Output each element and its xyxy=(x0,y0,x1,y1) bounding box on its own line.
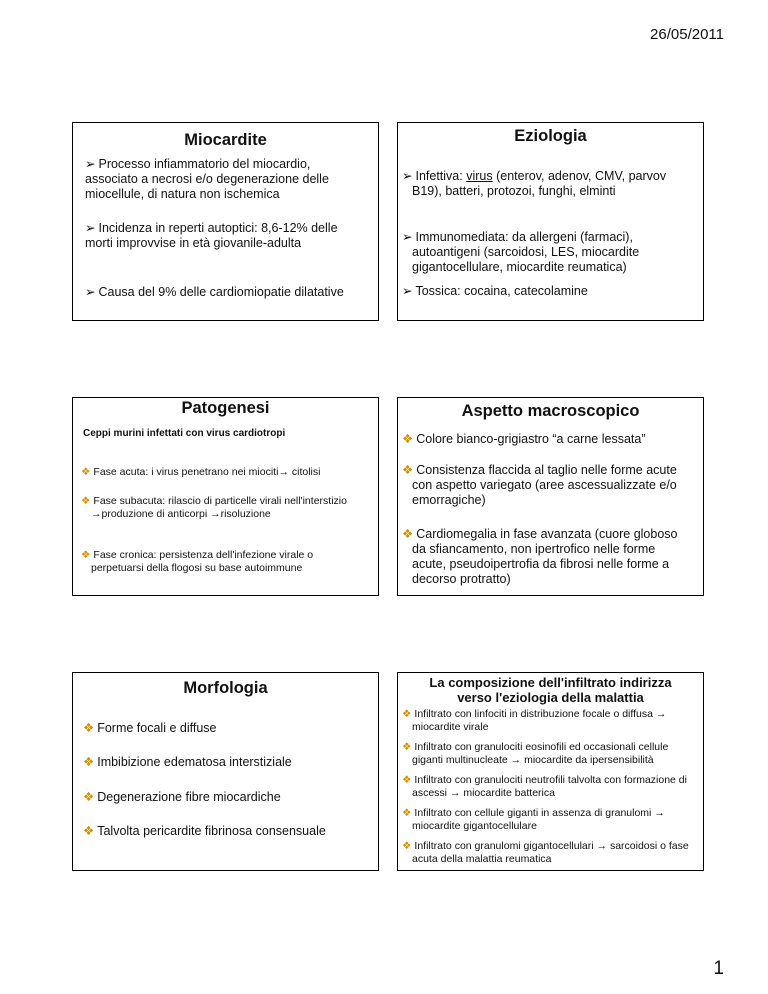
bullet-item: ❖ Infiltrato con cellule giganti in assenza di granulomi → miocardite gigantocellulare xyxy=(402,807,665,832)
diamond-bullet-icon: ❖ xyxy=(402,432,414,446)
slide-miocardite xyxy=(72,122,379,321)
bullet-item: ❖ Fase cronica: persistenza dell'infezione virale o perpetuarsi della flogosi su base autoimmune xyxy=(81,549,314,574)
diamond-bullet-icon: ❖ xyxy=(81,549,91,561)
diamond-bullet-icon: ❖ xyxy=(402,527,414,541)
slide-title: Eziologia xyxy=(514,127,587,145)
bullet-item: ➢ Incidenza in reperti autoptici: 8,6-12% delle morti improvvise in età giovanile-adulta xyxy=(85,221,338,250)
slide-title: La composizione dell'infiltrato indirizza verso l'eziologia della malattia xyxy=(429,675,672,705)
diamond-bullet-icon: ❖ xyxy=(402,463,414,477)
slide-title: Patogenesi xyxy=(181,399,270,417)
slide-infiltrato xyxy=(397,672,704,871)
bullet-item: ❖ Infiltrato con granulomi gigantocellulari → sarcoidosi o fase acuta della malattia reumatica xyxy=(402,840,689,865)
slide-aspetto-macroscopico xyxy=(397,397,704,596)
bullet-item: ➢ Immunomediata: da allergeni (farmaci), autoantigeni (sarcoidosi, LES, miocardite gigantocellulare, miocardite reumatica) xyxy=(402,230,640,274)
bullet-item: ❖ Talvolta pericardite fibrinosa consensuale xyxy=(83,824,326,838)
arrow-bullet-icon: ➢ xyxy=(85,285,96,299)
right-arrow-icon: → xyxy=(449,786,461,799)
bullet-item: ➢ Processo infiammatorio del miocardio, associato a necrosi e/o degenerazione delle miocellule, di natura non ischemica xyxy=(85,157,329,201)
bullet-item: ❖ Infiltrato con granulociti eosinofili ed occasionali cellule giganti multinucleate → miocardite da ipersensibilità xyxy=(402,741,669,766)
diamond-bullet-icon: ❖ xyxy=(402,741,412,753)
diamond-bullet-icon: ❖ xyxy=(402,807,412,819)
arrow-bullet-icon: ➢ xyxy=(85,221,96,235)
bullet-item: ❖ Fase acuta: i virus penetrano nei miociti→ citolisi xyxy=(81,466,321,478)
slide-title: Aspetto macroscopico xyxy=(461,402,640,420)
bullet-item: ❖ Infiltrato con linfociti in distribuzione focale o diffusa → miocardite virale xyxy=(402,708,667,733)
right-arrow-icon: → xyxy=(654,807,665,819)
right-arrow-icon: → xyxy=(510,753,522,766)
diamond-bullet-icon: ❖ xyxy=(83,721,95,735)
page-number: 1 xyxy=(713,958,724,979)
slide-patogenesi xyxy=(72,397,379,596)
bullet-item: ➢ Infettiva: virus (enterov, adenov, CMV, parvov B19), batteri, protozoi, funghi, elminti xyxy=(402,169,667,198)
bullet-item: ➢ Causa del 9% delle cardiomiopatie dilatative xyxy=(85,285,344,299)
diamond-bullet-icon: ❖ xyxy=(83,755,95,769)
slide-morfologia xyxy=(72,672,379,871)
arrow-bullet-icon: ➢ xyxy=(85,157,96,171)
underlined-term: virus xyxy=(466,169,493,183)
slide-subtitle: Ceppi murini infettati con virus cardiotropi xyxy=(83,428,286,439)
diamond-bullet-icon: ❖ xyxy=(81,495,91,507)
bullet-item: ❖ Forme focali e diffuse xyxy=(83,721,217,735)
right-arrow-icon: → xyxy=(278,466,289,478)
bullet-item: ❖ Fase subacuta: rilascio di particelle virali nell'interstizio →produzione di anticorpi →risoluzione xyxy=(81,495,347,520)
diamond-bullet-icon: ❖ xyxy=(402,774,412,786)
slide-title: Miocardite xyxy=(184,131,267,149)
diamond-bullet-icon: ❖ xyxy=(81,466,91,478)
bullet-item: ❖ Imbibizione edematosa interstiziale xyxy=(83,755,292,769)
arrow-bullet-icon: ➢ xyxy=(402,169,413,183)
right-arrow-icon: → xyxy=(655,708,667,720)
diamond-bullet-icon: ❖ xyxy=(83,790,95,804)
diamond-bullet-icon: ❖ xyxy=(402,840,412,852)
bullet-item: ❖ Consistenza flaccida al taglio nelle forme acute con aspetto variegato (aree ascessualizzate e/o emorragiche) xyxy=(402,463,677,507)
arrow-bullet-icon: ➢ xyxy=(402,230,413,244)
page-date: 26/05/2011 xyxy=(650,26,724,43)
bullet-item: ❖ Infiltrato con granulociti neutrofili talvolta con formazione di ascessi → miocardite batterica xyxy=(402,774,687,799)
arrow-bullet-icon: ➢ xyxy=(402,284,413,298)
slide-title: Morfologia xyxy=(183,679,268,697)
bullet-item: ❖ Cardiomegalia in fase avanzata (cuore globoso da sfiancamento, non ipertrofico nelle forme acute, pseudoipertrofia da fibrosi nelle forme a decorso protratto) xyxy=(402,527,678,586)
diamond-bullet-icon: ❖ xyxy=(402,708,412,720)
right-arrow-icon: → xyxy=(91,507,102,520)
right-arrow-icon: → xyxy=(596,840,608,852)
bullet-item: ❖ Degenerazione fibre miocardiche xyxy=(83,790,281,804)
bullet-item: ➢ Tossica: cocaina, catecolamine xyxy=(402,284,588,298)
bullet-item: ❖ Colore bianco-grigiastro “a carne lessata” xyxy=(402,432,646,446)
slide-eziologia xyxy=(397,122,704,321)
diamond-bullet-icon: ❖ xyxy=(83,824,95,838)
right-arrow-icon: → xyxy=(210,507,221,520)
